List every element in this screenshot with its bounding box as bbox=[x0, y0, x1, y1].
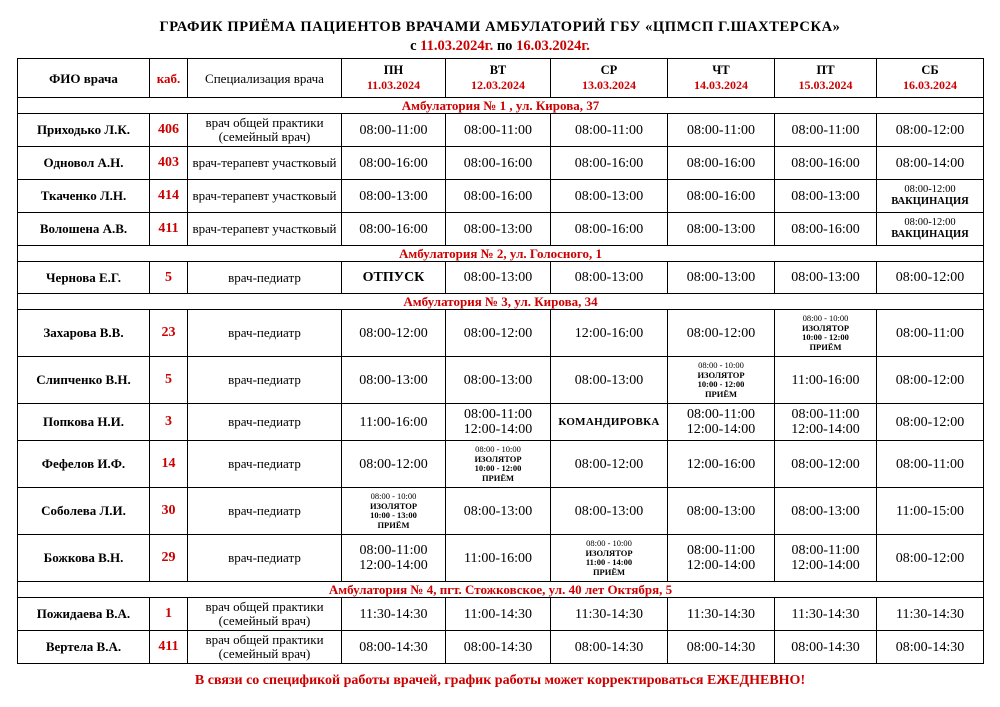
time-range: 12:00-14:00 bbox=[359, 558, 428, 573]
reception-label: ПРИЁМ bbox=[377, 519, 410, 530]
schedule-cell: 08:00-13:00 bbox=[775, 488, 877, 535]
schedule-cell: 11:30-14:30 bbox=[551, 598, 668, 631]
period-from: 11.03.2024г. bbox=[420, 38, 494, 54]
schedule-body bbox=[18, 98, 984, 664]
day-name: ЧТ bbox=[712, 63, 730, 77]
doctor-name: Одновол А.Н. bbox=[18, 147, 150, 180]
footer-note: В связи со спецификой работы врачей, график работы может корректироваться ЕЖЕДНЕВНО! bbox=[194, 673, 806, 688]
day-date: 15.03.2024 bbox=[798, 78, 853, 92]
specialization: врач-педиатр bbox=[188, 262, 342, 294]
header-row bbox=[18, 59, 984, 98]
isolator-label: ИЗОЛЯТОР bbox=[585, 547, 633, 558]
schedule-cell: 08:00-11:00 bbox=[877, 441, 984, 488]
schedule-cell: 08:00-14:30 bbox=[877, 631, 984, 664]
table-row bbox=[18, 357, 984, 404]
schedule-cell: 08:00-11:00 bbox=[877, 310, 984, 357]
schedule-cell: 08:00-14:30 bbox=[446, 631, 551, 664]
business-trip-cell: КОМАНДИРОВКА bbox=[551, 404, 668, 441]
table-row bbox=[18, 488, 984, 535]
schedule-cell: 08:00-16:00 bbox=[342, 147, 446, 180]
schedule-cell: 11:00-15:00 bbox=[877, 488, 984, 535]
time-range: 12:00-14:00 bbox=[686, 422, 756, 437]
doctor-name: Фефелов И.Ф. bbox=[18, 441, 150, 488]
isolator-label: ИЗОЛЯТОР bbox=[474, 453, 522, 464]
isolator-cell bbox=[342, 488, 446, 535]
schedule-cell: 08:00-14:30 bbox=[551, 631, 668, 664]
table-row bbox=[18, 535, 984, 582]
schedule-cell: 08:00-14:30 bbox=[775, 631, 877, 664]
schedule-cell: 08:00-12:00 bbox=[342, 441, 446, 488]
room-number: 3 bbox=[150, 404, 188, 441]
doctor-name: Чернова Е.Г. bbox=[18, 262, 150, 294]
time-range: 10:00 - 12:00 bbox=[802, 332, 849, 342]
schedule-cell: 08:00-12:00 bbox=[342, 310, 446, 357]
schedule-table bbox=[17, 58, 984, 664]
schedule-cell: 08:00-11:00 bbox=[446, 114, 551, 147]
schedule-cell bbox=[342, 535, 446, 582]
specialization: врач-терапевт участковый bbox=[188, 180, 342, 213]
schedule-cell: 08:00-16:00 bbox=[775, 213, 877, 246]
isolator-label: ИЗОЛЯТОР bbox=[801, 322, 850, 333]
time-range: 08:00 - 10:00 bbox=[370, 491, 417, 501]
specialization: врач-педиатр bbox=[188, 404, 342, 441]
period-line bbox=[0, 38, 1000, 55]
time-range: 10:00 - 13:00 bbox=[370, 510, 417, 520]
time-range: 08:00-11:00 bbox=[687, 407, 755, 422]
table-row bbox=[18, 114, 984, 147]
schedule-cell: 08:00-14:00 bbox=[877, 147, 984, 180]
schedule-cell: 11:00-16:00 bbox=[446, 535, 551, 582]
table-row bbox=[18, 262, 984, 294]
day-name: ВТ bbox=[489, 63, 507, 77]
schedule-cell: 08:00-12:00 bbox=[775, 441, 877, 488]
schedule-cell bbox=[775, 535, 877, 582]
specialization: врач-педиатр bbox=[188, 535, 342, 582]
header-room: каб. bbox=[150, 59, 188, 98]
schedule-cell: 11:30-14:30 bbox=[668, 598, 775, 631]
schedule-cell: 08:00-13:00 bbox=[551, 180, 668, 213]
time-range: 12:00-14:00 bbox=[791, 422, 860, 437]
schedule-cell: 11:30-14:30 bbox=[775, 598, 877, 631]
specialization: врач общей практики (семейный врач) bbox=[188, 114, 342, 147]
vaccination-cell bbox=[877, 213, 984, 246]
isolator-cell bbox=[775, 310, 877, 357]
room-number: 414 bbox=[150, 180, 188, 213]
time-range: 08:00-11:00 bbox=[687, 543, 755, 558]
time-range: 08:00-11:00 bbox=[791, 543, 860, 558]
specialization: врач-педиатр bbox=[188, 310, 342, 357]
time-range: 08:00 - 10:00 bbox=[698, 360, 744, 370]
schedule-cell: 08:00-13:00 bbox=[446, 488, 551, 535]
header-fio: ФИО врача bbox=[18, 59, 150, 98]
room-number: 29 bbox=[150, 535, 188, 582]
reception-label: ПРИЁМ bbox=[704, 388, 738, 399]
header-day-5 bbox=[877, 59, 984, 98]
section-title: Амбулатория № 3, ул. Кирова, 34 bbox=[18, 294, 984, 310]
room-number: 14 bbox=[150, 441, 188, 488]
header-day-0 bbox=[342, 59, 446, 98]
schedule-cell: 08:00-13:00 bbox=[446, 213, 551, 246]
doctor-name: Ткаченко Л.Н. bbox=[18, 180, 150, 213]
specialization: врач общей практики (семейный врач) bbox=[188, 598, 342, 631]
doctor-name: Слипченко В.Н. bbox=[18, 357, 150, 404]
room-number: 411 bbox=[150, 631, 188, 664]
day-date: 11.03.2024 bbox=[366, 78, 421, 92]
schedule-cell: 11:00-16:00 bbox=[775, 357, 877, 404]
section-row bbox=[18, 98, 984, 114]
schedule-cell: 08:00-16:00 bbox=[446, 147, 551, 180]
doctor-name: Попкова Н.И. bbox=[18, 404, 150, 441]
time-range: 08:00-11:00 bbox=[791, 407, 860, 422]
schedule-cell: 08:00-13:00 bbox=[342, 357, 446, 404]
section-row bbox=[18, 294, 984, 310]
header-day-4 bbox=[775, 59, 877, 98]
schedule-cell: 08:00-13:00 bbox=[668, 213, 775, 246]
doctor-name: Волошена А.В. bbox=[18, 213, 150, 246]
schedule-cell: 08:00-11:00 bbox=[775, 114, 877, 147]
vaccination-label: ВАКЦИНАЦИЯ bbox=[891, 229, 969, 240]
header-day-2 bbox=[551, 59, 668, 98]
schedule-cell: 08:00-14:30 bbox=[342, 631, 446, 664]
schedule-cell: 08:00-13:00 bbox=[551, 488, 668, 535]
specialization: врач-педиатр bbox=[188, 488, 342, 535]
header-spec: Специализация врача bbox=[188, 59, 342, 98]
time-range: 08:00-11:00 bbox=[359, 543, 428, 558]
doctor-name: Приходько Л.К. bbox=[18, 114, 150, 147]
doctor-name: Захарова В.В. bbox=[18, 310, 150, 357]
schedule-cell bbox=[668, 535, 775, 582]
schedule-cell: 08:00-12:00 bbox=[551, 441, 668, 488]
time-range: 10:00 - 12:00 bbox=[697, 379, 745, 389]
time-range: 08:00 - 10:00 bbox=[802, 313, 849, 323]
section-title: Амбулатория № 2, ул. Голосного, 1 bbox=[18, 246, 984, 262]
room-number: 23 bbox=[150, 310, 188, 357]
schedule-cell bbox=[446, 404, 551, 441]
period-from-label: с bbox=[410, 38, 417, 54]
table-row bbox=[18, 310, 984, 357]
day-name: ПТ bbox=[816, 63, 835, 77]
table-row bbox=[18, 441, 984, 488]
doctor-name: Соболева Л.И. bbox=[18, 488, 150, 535]
time-range: 12:00-14:00 bbox=[686, 558, 756, 573]
period-to-label: по bbox=[496, 38, 513, 54]
doctor-name: Божкова В.Н. bbox=[18, 535, 150, 582]
schedule-cell: 08:00-14:30 bbox=[668, 631, 775, 664]
schedule-cell: 08:00-16:00 bbox=[668, 180, 775, 213]
section-title: Амбулатория № 4, пгт. Стожковское, ул. 40 лет Октября, 5 bbox=[18, 582, 984, 598]
header-day-1 bbox=[446, 59, 551, 98]
day-name: СР bbox=[600, 63, 618, 77]
room-number: 403 bbox=[150, 147, 188, 180]
schedule-cell: 08:00-16:00 bbox=[668, 147, 775, 180]
schedule-cell: 11:30-14:30 bbox=[342, 598, 446, 631]
time-range: 11:00 - 14:00 bbox=[585, 557, 633, 567]
schedule-cell: 08:00-11:00 bbox=[668, 114, 775, 147]
day-date: 14.03.2024 bbox=[694, 78, 748, 92]
room-number: 30 bbox=[150, 488, 188, 535]
period-to: 16.03.2024г. bbox=[516, 38, 590, 54]
schedule-cell bbox=[775, 404, 877, 441]
page-title: ГРАФИК ПРИЁМА ПАЦИЕНТОВ ВРАЧАМИ АМБУЛАТОРИЙ ГБУ «ЦПМСП Г.ШАХТЕРСКА» bbox=[159, 19, 841, 35]
schedule-cell: 08:00-12:00 bbox=[877, 357, 984, 404]
table-row bbox=[18, 180, 984, 213]
isolator-cell bbox=[551, 535, 668, 582]
time-range: 08:00-11:00 bbox=[464, 407, 532, 422]
schedule-cell: 08:00-13:00 bbox=[668, 262, 775, 294]
section-title: Амбулатория № 1 , ул. Кирова, 37 bbox=[18, 98, 984, 114]
table-row bbox=[18, 631, 984, 664]
time-range: 08:00 - 10:00 bbox=[586, 538, 632, 548]
doctor-name: Вертела В.А. bbox=[18, 631, 150, 664]
schedule-cell: 08:00-13:00 bbox=[668, 488, 775, 535]
isolator-label: ИЗОЛЯТОР bbox=[369, 500, 418, 511]
time-range: 12:00-14:00 bbox=[463, 422, 533, 437]
schedule-cell: 08:00-13:00 bbox=[446, 357, 551, 404]
schedule-cell bbox=[668, 404, 775, 441]
schedule-cell: 08:00-12:00 bbox=[877, 114, 984, 147]
table-row bbox=[18, 213, 984, 246]
schedule-cell: 08:00-11:00 bbox=[342, 114, 446, 147]
room-number: 1 bbox=[150, 598, 188, 631]
schedule-cell: 08:00-13:00 bbox=[446, 262, 551, 294]
schedule-cell: 08:00-16:00 bbox=[551, 147, 668, 180]
specialization: врач-педиатр bbox=[188, 357, 342, 404]
schedule-cell: 08:00-16:00 bbox=[775, 147, 877, 180]
vaccination-label: ВАКЦИНАЦИЯ bbox=[891, 196, 969, 207]
doctor-name: Пожидаева В.А. bbox=[18, 598, 150, 631]
day-date: 12.03.2024 bbox=[471, 78, 525, 92]
day-name: ПН bbox=[383, 63, 404, 77]
section-row bbox=[18, 246, 984, 262]
schedule-cell: 08:00-12:00 bbox=[877, 404, 984, 441]
schedule-cell: 11:30-14:30 bbox=[877, 598, 984, 631]
schedule-cell: 11:00-14:30 bbox=[446, 598, 551, 631]
time-range: 10:00 - 12:00 bbox=[474, 463, 522, 473]
reception-label: ПРИЁМ bbox=[592, 566, 626, 577]
vacation-cell: ОТПУСК bbox=[342, 262, 446, 294]
schedule-cell: 08:00-13:00 bbox=[551, 357, 668, 404]
specialization: врач-педиатр bbox=[188, 441, 342, 488]
header-day-3 bbox=[668, 59, 775, 98]
specialization: врач общей практики (семейный врач) bbox=[188, 631, 342, 664]
schedule-cell: 08:00-16:00 bbox=[551, 213, 668, 246]
day-name: СБ bbox=[921, 63, 939, 77]
time-range: 12:00-14:00 bbox=[791, 558, 860, 573]
schedule-cell: 11:00-16:00 bbox=[342, 404, 446, 441]
schedule-cell: 08:00-13:00 bbox=[775, 262, 877, 294]
schedule-cell: 08:00-16:00 bbox=[446, 180, 551, 213]
isolator-label: ИЗОЛЯТОР bbox=[697, 369, 745, 380]
specialization: врач-терапевт участковый bbox=[188, 147, 342, 180]
table-row bbox=[18, 147, 984, 180]
section-row bbox=[18, 582, 984, 598]
reception-label: ПРИЁМ bbox=[809, 341, 842, 352]
time-range: 08:00 - 10:00 bbox=[475, 444, 521, 454]
schedule-cell: 08:00-12:00 bbox=[668, 310, 775, 357]
room-number: 5 bbox=[150, 357, 188, 404]
room-number: 5 bbox=[150, 262, 188, 294]
schedule-cell: 08:00-16:00 bbox=[342, 213, 446, 246]
vaccination-cell bbox=[877, 180, 984, 213]
schedule-cell: 08:00-12:00 bbox=[877, 535, 984, 582]
time-range: 08:00-12:00 bbox=[904, 184, 956, 195]
table-row bbox=[18, 598, 984, 631]
time-range: 08:00-12:00 bbox=[904, 217, 956, 228]
day-date: 16.03.2024 bbox=[903, 78, 957, 92]
schedule-cell: 08:00-12:00 bbox=[446, 310, 551, 357]
room-number: 411 bbox=[150, 213, 188, 246]
schedule-cell: 08:00-11:00 bbox=[551, 114, 668, 147]
day-date: 13.03.2024 bbox=[582, 78, 636, 92]
reception-label: ПРИЁМ bbox=[481, 472, 515, 483]
schedule-cell: 08:00-12:00 bbox=[877, 262, 984, 294]
isolator-cell bbox=[668, 357, 775, 404]
specialization: врач-терапевт участковый bbox=[188, 213, 342, 246]
schedule-cell: 08:00-13:00 bbox=[551, 262, 668, 294]
table-row bbox=[18, 404, 984, 441]
schedule-cell: 12:00-16:00 bbox=[668, 441, 775, 488]
schedule-cell: 08:00-13:00 bbox=[775, 180, 877, 213]
schedule-cell: 08:00-13:00 bbox=[342, 180, 446, 213]
schedule-cell: 12:00-16:00 bbox=[551, 310, 668, 357]
isolator-cell bbox=[446, 441, 551, 488]
room-number: 406 bbox=[150, 114, 188, 147]
